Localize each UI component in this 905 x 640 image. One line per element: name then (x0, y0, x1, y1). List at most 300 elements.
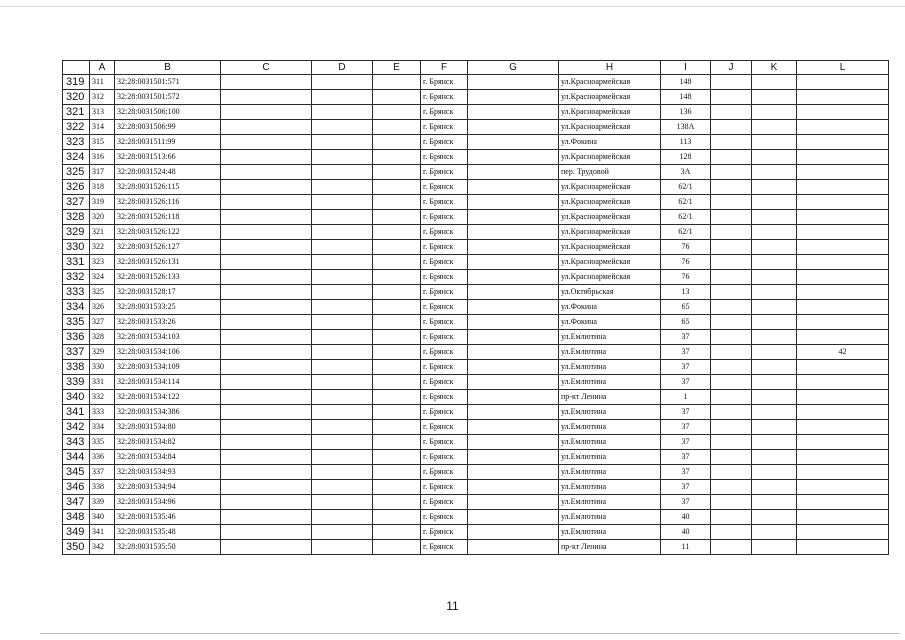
cell-j (711, 435, 752, 450)
table-row (63, 480, 889, 495)
cell-i: 62/1 (661, 210, 711, 225)
cell-h: ул.Красноармейская (559, 255, 661, 270)
cell-c (221, 465, 312, 480)
cell-c (221, 270, 312, 285)
cell-h: ул.Емлютина (559, 330, 661, 345)
cell-l (797, 120, 889, 135)
cell-h: ул.Емлютина (559, 510, 661, 525)
cell-e (373, 120, 421, 135)
cell-a: 322 (90, 240, 115, 255)
table-row (63, 420, 889, 435)
cell-i: 40 (661, 525, 711, 540)
cell-b: 32:28:0031534:114 (115, 375, 221, 390)
cell-f: г. Брянск (421, 450, 468, 465)
cell-h: ул.Емлютина (559, 420, 661, 435)
row-number: 322 (63, 120, 90, 135)
table-row (63, 525, 889, 540)
table-row (63, 285, 889, 300)
cell-e (373, 300, 421, 315)
cell-c (221, 195, 312, 210)
row-number: 346 (63, 480, 90, 495)
cell-c (221, 150, 312, 165)
table-row (63, 165, 889, 180)
cell-d (312, 345, 373, 360)
cell-i: 148 (661, 75, 711, 90)
page-number: 11 (446, 599, 459, 613)
table-row (63, 105, 889, 120)
cell-e (373, 465, 421, 480)
cell-l (797, 375, 889, 390)
row-number: 338 (63, 360, 90, 375)
cell-h: пр-кт Ленина (559, 390, 661, 405)
cell-j (711, 270, 752, 285)
column-header-d: D (312, 61, 373, 75)
cell-f: г. Брянск (421, 135, 468, 150)
cell-c (221, 330, 312, 345)
column-header-h: H (559, 61, 661, 75)
cell-l (797, 225, 889, 240)
cell-d (312, 450, 373, 465)
cell-f: г. Брянск (421, 510, 468, 525)
cell-h: ул.Красноармейская (559, 105, 661, 120)
row-number: 335 (63, 315, 90, 330)
cell-h: ул.Емлютина (559, 360, 661, 375)
cell-e (373, 195, 421, 210)
cell-f: г. Брянск (421, 225, 468, 240)
cell-k (752, 495, 797, 510)
table-row (63, 75, 889, 90)
cell-j (711, 375, 752, 390)
cell-a: 317 (90, 165, 115, 180)
cell-f: г. Брянск (421, 375, 468, 390)
cell-a: 320 (90, 210, 115, 225)
cell-d (312, 225, 373, 240)
cell-i: 37 (661, 450, 711, 465)
cell-l (797, 105, 889, 120)
cell-d (312, 180, 373, 195)
cell-c (221, 375, 312, 390)
cell-k (752, 525, 797, 540)
cell-b: 32:28:0031513:66 (115, 150, 221, 165)
cell-i: 76 (661, 240, 711, 255)
cell-i: 1 (661, 390, 711, 405)
cell-j (711, 480, 752, 495)
cell-c (221, 75, 312, 90)
cell-j (711, 255, 752, 270)
row-number: 345 (63, 465, 90, 480)
cell-a: 336 (90, 450, 115, 465)
cell-i: 113 (661, 135, 711, 150)
table-row (63, 450, 889, 465)
cell-c (221, 255, 312, 270)
cell-j (711, 75, 752, 90)
cell-h: ул.Красноармейская (559, 195, 661, 210)
cell-j (711, 405, 752, 420)
column-header-l: L (797, 61, 889, 75)
cell-f: г. Брянск (421, 210, 468, 225)
row-number: 342 (63, 420, 90, 435)
cell-l (797, 75, 889, 90)
cell-d (312, 285, 373, 300)
cell-b: 32:28:0031534:80 (115, 420, 221, 435)
row-number: 321 (63, 105, 90, 120)
cell-k (752, 300, 797, 315)
cell-a: 334 (90, 420, 115, 435)
row-number: 344 (63, 450, 90, 465)
table-row (63, 270, 889, 285)
cell-h: ул.Красноармейская (559, 210, 661, 225)
column-header-c: C (221, 61, 312, 75)
cell-j (711, 195, 752, 210)
cell-h: ул.Октябрьская (559, 285, 661, 300)
cell-h: ул.Емлютина (559, 480, 661, 495)
cell-d (312, 300, 373, 315)
column-header-k: K (752, 61, 797, 75)
cell-g (468, 105, 559, 120)
cell-l (797, 435, 889, 450)
cell-a: 312 (90, 90, 115, 105)
cell-k (752, 150, 797, 165)
cell-b: 32:28:0031534:103 (115, 330, 221, 345)
cell-c (221, 510, 312, 525)
cell-e (373, 375, 421, 390)
table-row (63, 240, 889, 255)
cell-c (221, 300, 312, 315)
cell-a: 332 (90, 390, 115, 405)
cell-c (221, 105, 312, 120)
cell-e (373, 450, 421, 465)
cell-i: 65 (661, 300, 711, 315)
row-number: 320 (63, 90, 90, 105)
cell-l (797, 465, 889, 480)
row-number: 349 (63, 525, 90, 540)
cell-d (312, 90, 373, 105)
cell-b: 32:28:0031506:99 (115, 120, 221, 135)
row-number: 319 (63, 75, 90, 90)
cell-e (373, 90, 421, 105)
cell-g (468, 405, 559, 420)
cell-j (711, 495, 752, 510)
cell-d (312, 135, 373, 150)
cell-k (752, 270, 797, 285)
cell-a: 329 (90, 345, 115, 360)
table-row (63, 390, 889, 405)
cell-k (752, 165, 797, 180)
cell-j (711, 300, 752, 315)
cell-f: г. Брянск (421, 165, 468, 180)
cell-j (711, 135, 752, 150)
cell-a: 313 (90, 105, 115, 120)
cell-k (752, 75, 797, 90)
cell-a: 333 (90, 405, 115, 420)
row-number: 332 (63, 270, 90, 285)
table-row (63, 135, 889, 150)
cell-b: 32:28:0031526:122 (115, 225, 221, 240)
cell-i: 40 (661, 510, 711, 525)
column-header-g: G (468, 61, 559, 75)
table-body (63, 75, 889, 555)
row-number: 325 (63, 165, 90, 180)
column-header-b: B (115, 61, 221, 75)
cell-g (468, 465, 559, 480)
table-row (63, 330, 889, 345)
cell-f: г. Брянск (421, 270, 468, 285)
row-number: 337 (63, 345, 90, 360)
cell-l (797, 270, 889, 285)
cell-i: 37 (661, 480, 711, 495)
cell-f: г. Брянск (421, 240, 468, 255)
table-row (63, 225, 889, 240)
cell-l (797, 540, 889, 555)
cell-d (312, 420, 373, 435)
cell-c (221, 90, 312, 105)
cell-f: г. Брянск (421, 315, 468, 330)
row-number: 347 (63, 495, 90, 510)
spreadsheet (62, 60, 889, 555)
cell-g (468, 525, 559, 540)
cell-i: 136 (661, 105, 711, 120)
cell-f: г. Брянск (421, 435, 468, 450)
cell-c (221, 525, 312, 540)
cell-k (752, 195, 797, 210)
column-header-e: E (373, 61, 421, 75)
cell-j (711, 150, 752, 165)
cell-e (373, 75, 421, 90)
cell-h: ул.Красноармейская (559, 270, 661, 285)
cell-l (797, 255, 889, 270)
cell-a: 328 (90, 330, 115, 345)
cell-l (797, 135, 889, 150)
cell-h: ул.Красноармейская (559, 180, 661, 195)
cell-e (373, 315, 421, 330)
cell-l (797, 150, 889, 165)
cell-k (752, 420, 797, 435)
cell-d (312, 375, 373, 390)
cell-f: г. Брянск (421, 345, 468, 360)
cell-b: 32:28:0031534:82 (115, 435, 221, 450)
cell-e (373, 495, 421, 510)
cell-k (752, 390, 797, 405)
cell-c (221, 420, 312, 435)
cell-d (312, 150, 373, 165)
cell-h: ул.Красноармейская (559, 75, 661, 90)
cell-g (468, 510, 559, 525)
row-number: 340 (63, 390, 90, 405)
cell-g (468, 210, 559, 225)
cell-i: 62/1 (661, 180, 711, 195)
table-row (63, 150, 889, 165)
cell-i: 11 (661, 540, 711, 555)
cell-a: 340 (90, 510, 115, 525)
table-row (63, 180, 889, 195)
cell-c (221, 540, 312, 555)
cell-c (221, 240, 312, 255)
cell-j (711, 345, 752, 360)
cell-e (373, 345, 421, 360)
cell-b: 32:28:0031535:48 (115, 525, 221, 540)
cell-i: 62/1 (661, 225, 711, 240)
row-number: 334 (63, 300, 90, 315)
cell-k (752, 90, 797, 105)
table-row (63, 315, 889, 330)
cell-k (752, 105, 797, 120)
cell-e (373, 525, 421, 540)
cell-g (468, 330, 559, 345)
cell-g (468, 450, 559, 465)
cell-c (221, 390, 312, 405)
cell-e (373, 150, 421, 165)
cell-k (752, 285, 797, 300)
cell-f: г. Брянск (421, 330, 468, 345)
cell-h: ул.Красноармейская (559, 120, 661, 135)
cell-i: 37 (661, 465, 711, 480)
cell-c (221, 210, 312, 225)
cell-h: ул.Емлютина (559, 405, 661, 420)
cell-i: 138А (661, 120, 711, 135)
cell-i: 37 (661, 495, 711, 510)
cell-g (468, 195, 559, 210)
cell-e (373, 435, 421, 450)
cell-i: 37 (661, 375, 711, 390)
cell-b: 32:28:0031526:116 (115, 195, 221, 210)
table-row (63, 120, 889, 135)
cell-i: 37 (661, 435, 711, 450)
row-number: 336 (63, 330, 90, 345)
cell-f: г. Брянск (421, 495, 468, 510)
table-row (63, 90, 889, 105)
cell-c (221, 450, 312, 465)
cell-a: 330 (90, 360, 115, 375)
cell-l (797, 210, 889, 225)
cell-d (312, 210, 373, 225)
cell-d (312, 240, 373, 255)
cell-f: г. Брянск (421, 75, 468, 90)
cell-g (468, 180, 559, 195)
cell-a: 315 (90, 135, 115, 150)
table-row (63, 345, 889, 360)
row-number: 330 (63, 240, 90, 255)
cell-l (797, 300, 889, 315)
cell-l (797, 180, 889, 195)
cell-j (711, 540, 752, 555)
cell-f: г. Брянск (421, 105, 468, 120)
cell-c (221, 480, 312, 495)
cell-g (468, 375, 559, 390)
cell-l (797, 195, 889, 210)
cell-i: 37 (661, 405, 711, 420)
cell-b: 32:28:0031534:109 (115, 360, 221, 375)
table-row (63, 210, 889, 225)
table-row (63, 495, 889, 510)
cell-c (221, 435, 312, 450)
cell-b: 32:28:0031534:84 (115, 450, 221, 465)
cell-f: г. Брянск (421, 390, 468, 405)
data-table (62, 60, 889, 555)
column-header-f: F (421, 61, 468, 75)
row-number: 326 (63, 180, 90, 195)
cell-j (711, 105, 752, 120)
cell-k (752, 405, 797, 420)
cell-d (312, 255, 373, 270)
cell-d (312, 540, 373, 555)
cell-k (752, 480, 797, 495)
cell-b: 32:28:0031534:106 (115, 345, 221, 360)
cell-i: 37 (661, 420, 711, 435)
cell-j (711, 510, 752, 525)
cell-a: 339 (90, 495, 115, 510)
cell-d (312, 435, 373, 450)
cell-f: г. Брянск (421, 420, 468, 435)
cell-d (312, 120, 373, 135)
cell-g (468, 120, 559, 135)
cell-g (468, 435, 559, 450)
table-row (63, 405, 889, 420)
column-header-row (63, 61, 889, 75)
cell-b: 32:28:0031534:386 (115, 405, 221, 420)
cell-l: 42 (797, 345, 889, 360)
cell-b: 32:28:0031526:127 (115, 240, 221, 255)
column-header-j: J (711, 61, 752, 75)
cell-c (221, 120, 312, 135)
cell-b: 32:28:0031526:133 (115, 270, 221, 285)
table-row (63, 510, 889, 525)
cell-a: 326 (90, 300, 115, 315)
scan-edge-top (0, 6, 905, 7)
cell-l (797, 240, 889, 255)
cell-h: ул.Фокина (559, 300, 661, 315)
cell-l (797, 420, 889, 435)
cell-g (468, 420, 559, 435)
cell-g (468, 90, 559, 105)
cell-d (312, 510, 373, 525)
cell-d (312, 480, 373, 495)
cell-d (312, 330, 373, 345)
cell-e (373, 540, 421, 555)
cell-b: 32:28:0031534:93 (115, 465, 221, 480)
row-number: 350 (63, 540, 90, 555)
cell-a: 338 (90, 480, 115, 495)
cell-e (373, 420, 421, 435)
cell-l (797, 390, 889, 405)
cell-h: ул.Фокина (559, 315, 661, 330)
column-header-i: I (661, 61, 711, 75)
cell-g (468, 345, 559, 360)
cell-k (752, 450, 797, 465)
cell-l (797, 495, 889, 510)
cell-e (373, 210, 421, 225)
cell-k (752, 225, 797, 240)
cell-k (752, 240, 797, 255)
cell-c (221, 315, 312, 330)
cell-j (711, 360, 752, 375)
cell-h: ул.Емлютина (559, 465, 661, 480)
cell-b: 32:28:0031533:26 (115, 315, 221, 330)
cell-j (711, 120, 752, 135)
cell-g (468, 540, 559, 555)
cell-d (312, 75, 373, 90)
cell-a: 323 (90, 255, 115, 270)
cell-i: 3А (661, 165, 711, 180)
cell-j (711, 210, 752, 225)
cell-k (752, 210, 797, 225)
cell-k (752, 540, 797, 555)
cell-f: г. Брянск (421, 480, 468, 495)
cell-b: 32:28:0031534:122 (115, 390, 221, 405)
cell-f: г. Брянск (421, 285, 468, 300)
cell-j (711, 330, 752, 345)
cell-b: 32:28:0031526:115 (115, 180, 221, 195)
cell-j (711, 180, 752, 195)
